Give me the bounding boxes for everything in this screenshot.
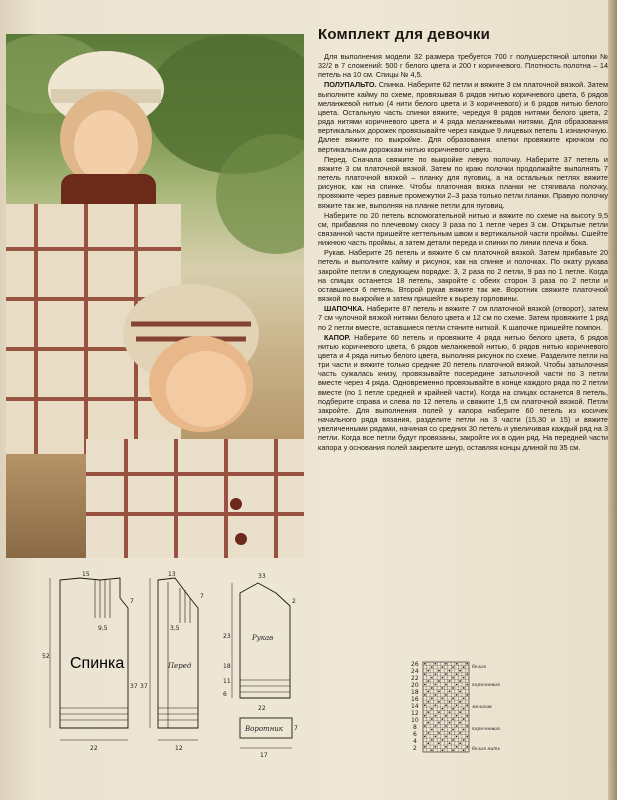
dim-label-17: 17 (260, 752, 268, 758)
front-pattern-outline (158, 578, 198, 728)
paragraph-coat-front: Перед. Сначала свяжите по выкройке левую полочку. Наберите 37 петель и вяжите 3 см платочной вязкой. Затем по краю полочки продолжайте выполнять 7 петель платочной вязкой – планку для пуговиц, а на остальных петлях вяжите рисунок, как на спинке. Чтобы платочная вязка планки не стягивала полочку, провяжите через равные промежутки 2–3 раза только петли планки. Правую полочку вяжите так же, выполняя на планке петли для пуговиц. (318, 154, 608, 210)
row-18: 18 (411, 689, 419, 696)
back-hem-stripes (60, 708, 128, 720)
dim-label-7-collar: 7 (294, 725, 298, 732)
row-16: 16 (411, 696, 419, 703)
chart-grid (423, 662, 469, 752)
dim-label-12: 12 (175, 745, 183, 752)
dim-label-13: 13 (168, 571, 176, 578)
dim-label-3-5: 3,5 (170, 625, 180, 632)
row-26: 26 (411, 661, 419, 668)
back-pattern-outline (60, 578, 128, 728)
dim-label-37-back: 37 (130, 683, 138, 690)
knitting-chart (405, 658, 505, 758)
dim-label-7-front: 7 (200, 593, 204, 600)
back-vertical-lines (95, 580, 110, 618)
binding-edge (608, 0, 617, 800)
dim-label-23: 23 (223, 633, 231, 640)
label-sleeve: Рукав (252, 634, 274, 642)
row-12: 12 (411, 710, 419, 717)
legend-white: белая (472, 665, 486, 670)
dim-label-37-front: 37 (140, 683, 148, 690)
paragraph-hood: КАПОР. Наберите 60 петель и провяжите 4 ряда нитью белого цвета, 6 рядов нитью коричневого цвета, 6 рядов меланжевой нитью, 6 рядов нитью коричневого цвета и 4 ряда нитью белого цвета, выполняя рисунок по схеме. Разделите петли на три части и вяжите только средние 20 петель платочной вязкой. Чтобы затылочная часть сужалась книзу, провязывайте посередине затылочной части по 3 петли вместе через 4 ряда. Одновременно провязывайте в конце каждого ряда по 2 петли вместе (по 1 петле средней и крайней части). Когда на спицах останется 8 петель, подберите справа и слева по 12 петель и свяжите 1,5 см платочной вязкой. Петли закройте. Для выполнения полей у капора наберите 60 петель из косичек начального ряда вязания, разделите петли на 3 части (15,30 и 15) и вяжите увеличенными рядами, начиная со средних 30 петель и увеличивая каждый ряд на 3 петли. Когда все петли будут провязаны, закройте их в один ряд. На передней части капора у основания полей закрепите шнур, оставляя концы длиной по 35 см. (318, 332, 608, 452)
label-back: Спинка (70, 655, 125, 672)
dim-label-33: 33 (258, 573, 266, 580)
paragraph-coat-armhole: Наберите по 20 петель вспомогательной нитью и вяжите по схеме на высоту 9,5 см, прибавляя по плечевому скосу 3 раза по 1 петле через 3 см. Открытые петли связанной части пришейте кеттельным швом к вертикальной части проймы. Сшейте нижнюю часть проймы, а затем детали переда и спинки по линии плеча и бока. (318, 210, 608, 248)
pattern-diagrams (40, 568, 310, 758)
front-hem-stripes (158, 708, 198, 720)
dim-label-9-5: 9,5 (98, 625, 108, 632)
row-6: 6 (413, 731, 417, 738)
dim-label-2: 2 (292, 598, 296, 605)
dim-label-15: 15 (82, 571, 90, 578)
article-body (318, 52, 608, 687)
row-4: 4 (413, 738, 417, 745)
chart-color-legend (472, 663, 500, 752)
photo-illustration (6, 34, 304, 558)
dim-label-11: 11 (223, 678, 231, 685)
row-22: 22 (411, 675, 419, 682)
label-collar: Воротник (245, 725, 283, 733)
paragraph-materials: Для выполнения модели 32 размера требуется 700 г полушерстяной штопки № 32/2 в 7 сложений: 500 г белого цвета и 200 г коричневого. Плотность полотна – 14 петель на 10 см. Спицы № 4,5. (318, 52, 608, 80)
legend-melange: меланж (472, 705, 493, 710)
legend-white-2: белая нить (472, 747, 500, 752)
chart-row-numbers (411, 661, 419, 752)
row-2: 2 (413, 745, 417, 752)
row-8: 8 (413, 724, 417, 731)
dim-label-6: 6 (223, 691, 227, 698)
dim-label-22-back: 22 (90, 745, 98, 752)
row-24: 24 (411, 668, 419, 675)
row-10: 10 (411, 717, 419, 724)
sleeve-hem-stripes (240, 680, 290, 692)
dim-label-22-sleeve: 22 (258, 705, 266, 712)
label-front: Перед (168, 662, 192, 670)
paragraph-hat: ШАПОЧКА. Наберите 87 петель и вяжите 7 см платочной вязкой (отворот), затем 7 см чулочной вязкой нитями белого цвета и 12 см по схеме. Затем провяжите 1 ряд по 2 петли вместе, оставшиеся петли стяните ниткой. К шапочке пришейте помпон. (318, 304, 608, 332)
article-title: Комплект для девочки (318, 26, 491, 43)
dim-label-7-back: 7 (130, 598, 134, 605)
paragraph-coat-back: ПОЛУПАЛЬТО. Спинка. Наберите 62 петли и вяжите 3 см платочной вязкой. Затем выполните кайму по схеме, провязывая 6 рядов нитью коричневого цвета, 6 рядов меланжевой нитью (4 нити белого цвета и 3 коричневого) и 6 рядов нитью белого цвета. Остальную часть спинки вяжите, чередуя 8 рядов нитями белого цвета, 2 ряда нитями коричневого цвета и 4 ряда меланжевыми нитями. Для образования вертикальных дорожек провязывайте через каждые 9 лицевых петель 1 изнаночную. Далее вяжите по выкройке. Для образования клетки провяжите крючком по вертикальным дорожкам нитью коричневого цвета. (318, 80, 608, 154)
photo-two-girls-knitwear (6, 34, 304, 558)
row-20: 20 (411, 682, 419, 689)
row-14: 14 (411, 703, 419, 710)
paragraph-sleeve: Рукав. Наберите 25 петель и вяжите 6 см платочной вязкой. Затем прибавьте 20 петель и выполните кайму и рисунок, как на спинке и полочках. По окату рукава закройте петли в следующем порядке: 3, 2 раза по 2 петли, 9 раз по 1 петле. Когда на спицах останется 18 петель, закройте с обеих сторон 3 раза по 2 петли и оставшиеся 6 петель. Второй рукав вяжите так же. Воротник свяжите платочной вязкой по выкройке и затем пришейте к вырезу горловины. (318, 248, 608, 304)
legend-brown-2: коричневая (472, 727, 500, 732)
dim-label-52: 52 (42, 653, 50, 660)
front-vertical-lines (168, 582, 190, 728)
legend-brown: коричневая (472, 683, 500, 688)
dim-label-18: 18 (223, 663, 231, 670)
